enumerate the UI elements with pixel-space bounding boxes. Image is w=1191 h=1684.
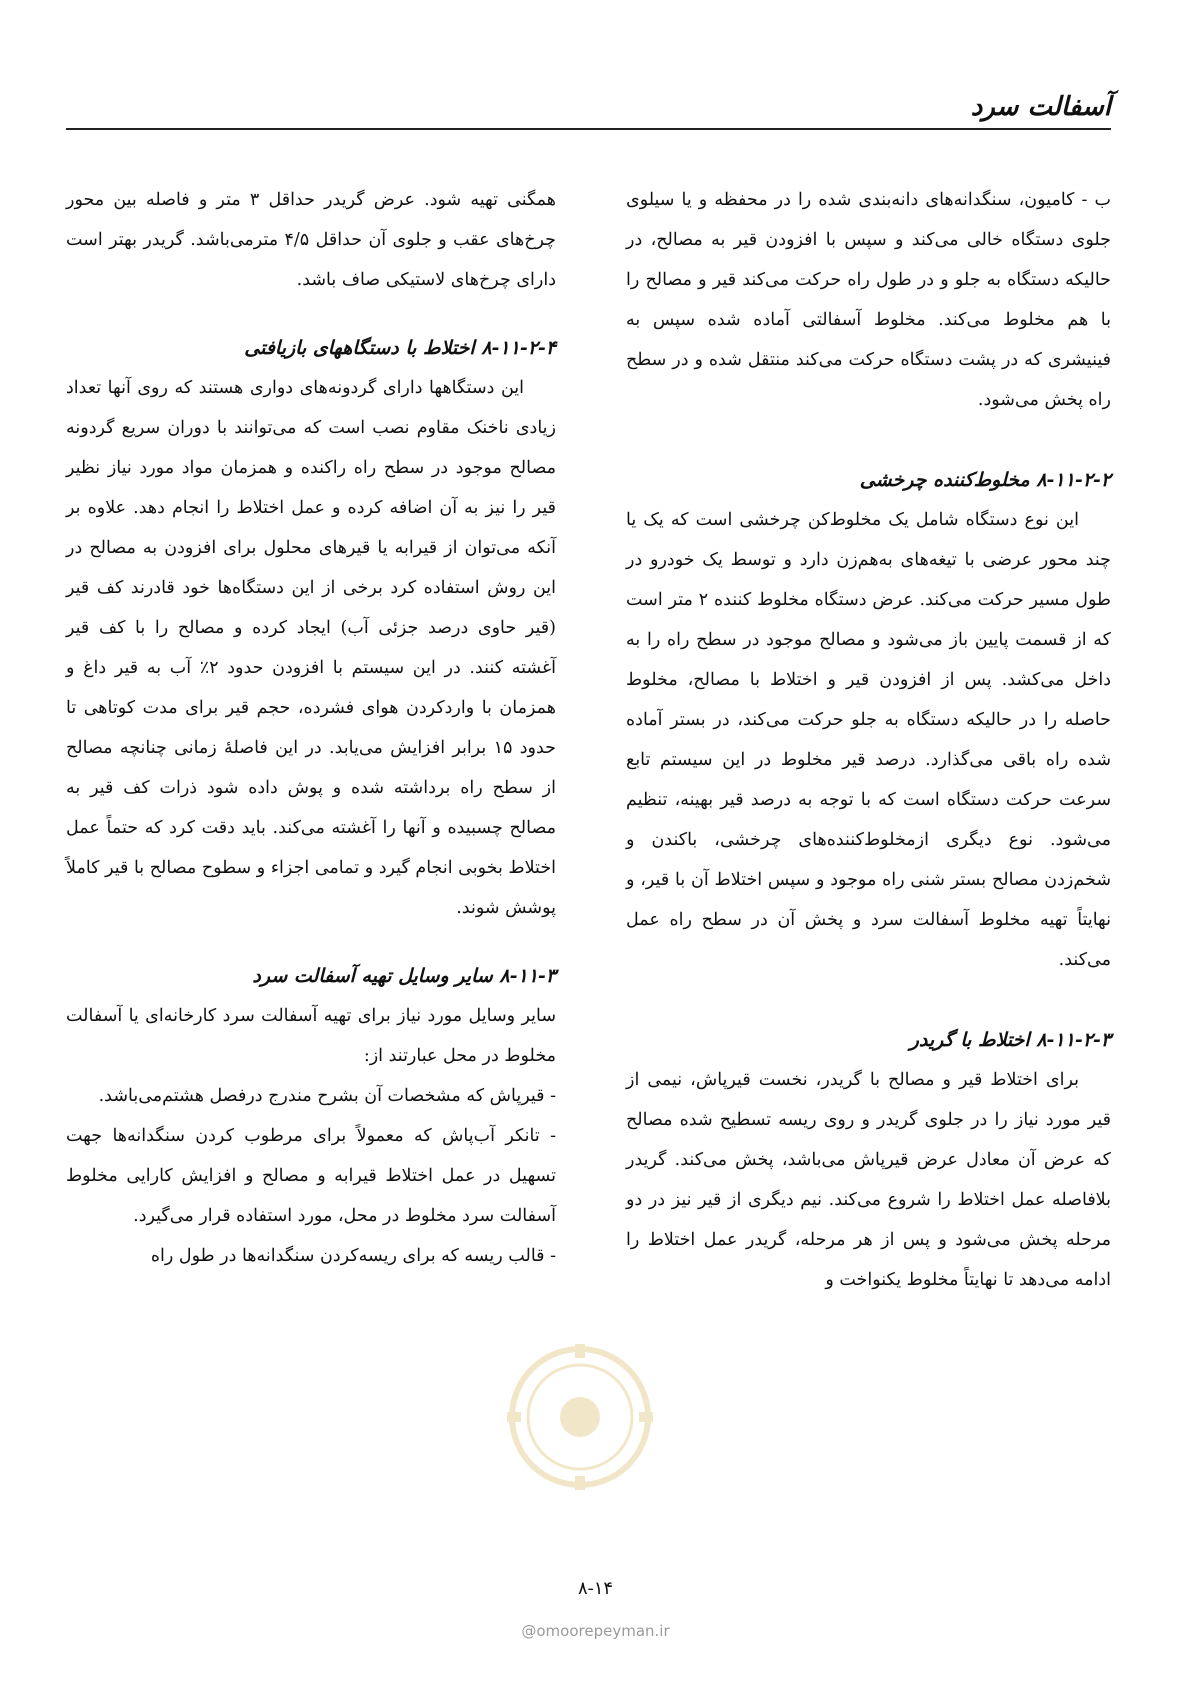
list-item: - تانکر آب‌پاش که معمولاً برای مرطوب کردن سنگدانه‌ها جهت تسهیل در عمل اختلاط قیرابه و مصالح و افزایش کارایی مخلوط آسفالت سرد مخلوط در محل، مورد استفاده قرار می‌گیرد. — [66, 1126, 556, 1226]
section-grader-mixing — [626, 1020, 1111, 1300]
left-intro-paragraph: همگنی تهیه شود. عرض گریدر حداقل ۳ متر و فاصله بین محور چرخ‌های عقب و جلوی آن حداقل ۴/۵ مترمی‌باشد. گریدر بهتر است دارای چرخ‌های لاستیکی صاف باشد. — [66, 190, 556, 290]
section-heading: ۸-۱۱-۲-۴ اختلاط با دستگاههای بازیافتی — [244, 337, 556, 359]
section-body: این نوع دستگاه شامل یک مخلوط‌کن چرخشی است که یک یا چند محور عرضی با تیغه‌های به‌هم‌زن دارد و توسط یک خودرو در طول مسیر حرکت می‌کند. عرض دستگاه مخلوط کننده ۲ متر است که از قسمت پایین باز می‌شود و مصالح موجود در سطح راه را به داخل می‌کشد. پس از افزودن قیر و اختلاط با مصالح، مخلوط حاصله را در حالیکه دستگاه به جلو حرکت می‌کند، در بستر آماده شده راه باقی می‌گذارد. درصد قیر مخلوط در این سیستم تابع سرعت حرکت دستگاه است که با توجه به درصد قیر بهینه، تنظیم می‌شود. نوع دیگری ازمخلوط‌کننده‌های چرخشی، باکندن و شخم‌زدن مصالح بستر شنی راه موجود و سپس اختلاط آن با قیر، و نهایتاً تهیه مخلوط آسفالت سرد و پخش آن در سطح راه عمل می‌کند. — [626, 510, 1111, 970]
left-column — [66, 180, 556, 1276]
section-heading: ۸-۱۱-۲-۳ اختلاط با گریدر — [909, 1029, 1111, 1051]
section-body: برای اختلاط قیر و مصالح با گریدر، نخست قیرپاش، نیمی از قیر مورد نیاز را در جلوی گریدر و روی ریسه تسطیح شده مصالح که عرض آن معادل عرض قیرپاش می‌باشد، پخش می‌کند. گریدر بلافاصله عمل اختلاط را شروع می‌کند. نیم دیگری از قیر نیز در دو مرحله پخش می‌شود و پس از هر مرحله، گریدر عمل اختلاط را ادامه می‌دهد تا نهایتاً مخلوط یکنواخت و — [626, 1070, 1111, 1290]
page-header — [66, 84, 1111, 130]
watermark-text: @omoorepeyman.ir — [521, 1622, 670, 1640]
section-recycling-machines — [66, 328, 556, 928]
section-heading: ۸-۱۱-۳ سایر وسایل تهیه آسفالت سرد — [252, 965, 556, 987]
watermark-seal-icon — [505, 1342, 655, 1492]
section-body: این دستگاهها دارای گردونه‌های دواری هستند که روی آنها تعداد زیادی ناخنک مقاوم نصب است که می‌توانند با دوران سریع گردونه مصالح موجود در سطح راه راکنده و همزمان مواد مورد نیاز نظیر قیر را نیز به آن اضافه کرده و عمل اختلاط را انجام دهد. علاوه بر آنکه می‌توان از قیرابه یا قیرهای محلول برای افزودن به مصالح در این روش استفاده کرد برخی از این دستگاه‌ها خود قادرند کف قیر (قیر حاوی درصد جزئی آب) ایجاد کرده و مصالح را با کف قیر آغشته کنند. در این سیستم با افزودن حدود ۲٪ آب به قیر داغ و همزمان با واردکردن هوای فشرده، حجم قیر برای مدت کوتاهی تا حدود ۱۵ برابر افزایش می‌یابد. در این فاصلهٔ زمانی چنانچه مصالح از سطح راه برداشته شده و پوش داده شود ذرات کف قیر به مصالح چسبیده و آنها را آغشته می‌کند. باید دقت کرد که حتماً عمل اختلاط بخوبی انجام گیرد و تمامی اجزاء و سطوح مصالح با قیر کاملاً پوشش شوند. — [66, 378, 557, 918]
page-number: ۸-۱۴ — [577, 1578, 614, 1599]
list-item: - قیرپاش که مشخصات آن بشرح مندرج درفصل هشتم‌می‌باشد. — [98, 1086, 556, 1106]
section-other-equipment — [66, 956, 556, 1276]
section-heading: ۸-۱۱-۲-۲ مخلوط‌کننده چرخشی — [859, 469, 1111, 491]
right-intro-paragraph: ب - کامیون، سنگدانه‌های دانه‌بندی شده را در محفظه و یا سیلوی جلوی دستگاه خالی می‌کند و سپس با افزودن قیر به مصالح، در حالیکه دستگاه به جلو و در طول راه حرکت می‌کند قیر و مصالح را با هم مخلوط می‌کند. مخلوط آسفالتی آماده شده سپس به فینیشری که در پشت دستگاه حرکت می‌کند منتقل شده و در سطح راه پخش می‌شود. — [626, 190, 1111, 410]
right-column — [626, 180, 1111, 1300]
section-rotary-mixer — [626, 460, 1111, 980]
section-body: سایر وسایل مورد نیاز برای تهیه آسفالت سرد کارخانه‌ای یا آسفالت مخلوط در محل عبارتند از: — [66, 1006, 556, 1066]
list-item: - قالب ریسه که برای ریسه‌کردن سنگدانه‌ها در طول راه — [150, 1246, 556, 1266]
page-title: آسفالت سرد — [970, 92, 1111, 122]
